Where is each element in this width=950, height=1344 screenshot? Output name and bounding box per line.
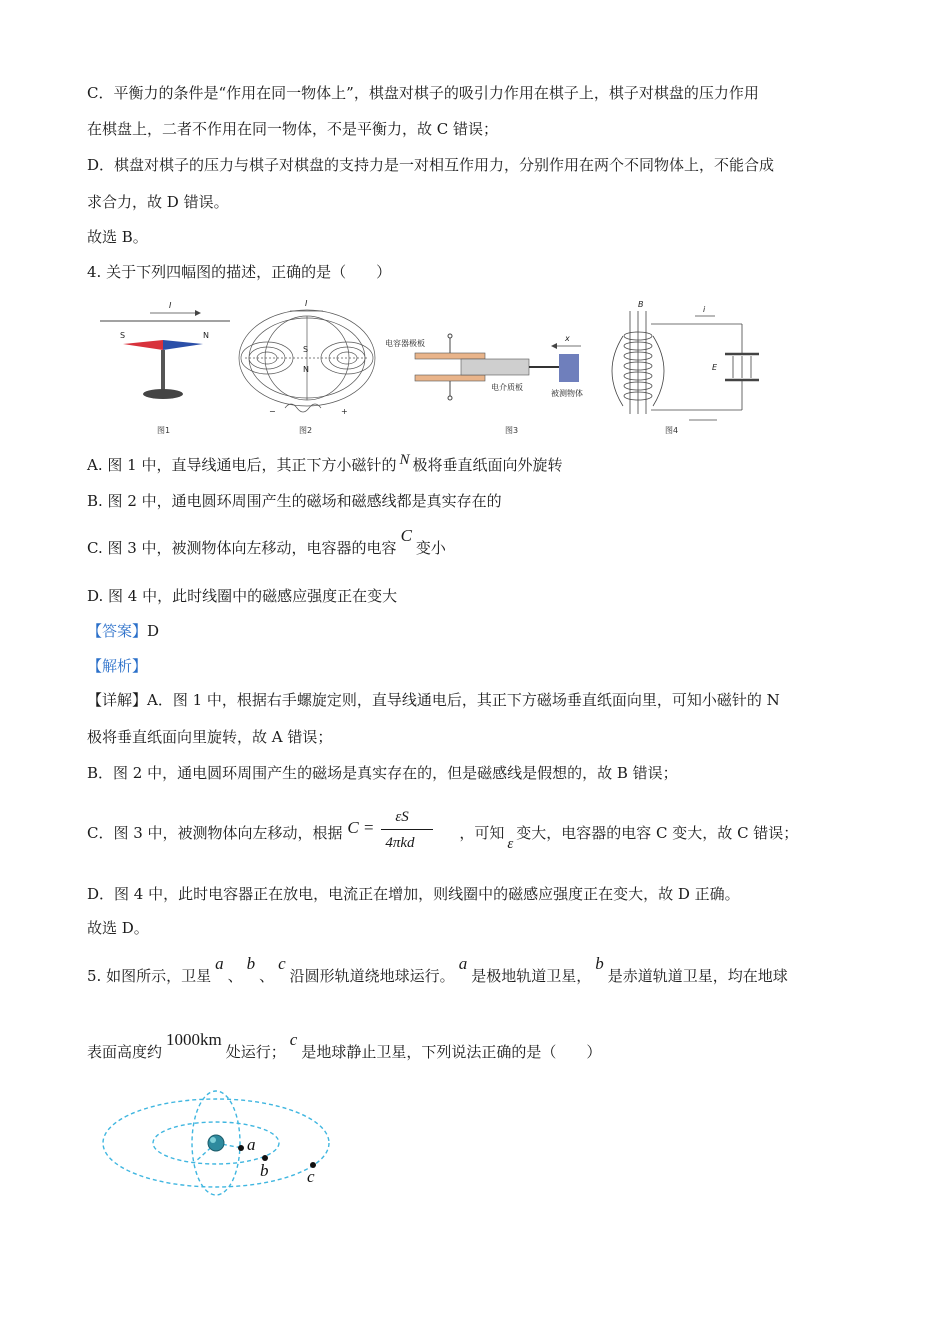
svg-text:I: I [305,299,308,308]
text-line: C．平衡力的条件是“作用在同一物体上”，棋盘对棋子的吸引力作用在棋子上，棋子对棋盘的压力作用 [87,84,759,102]
figure-3-capacitor-sensor [385,334,583,435]
satellite-a [238,1145,244,1151]
answer: 【答案】D [87,622,160,640]
svg-text:电容器极板: 电容器极板 [385,339,425,348]
label-b: b [260,1161,269,1180]
analysis-tag: 【解析】 [87,657,148,675]
text-line: 求合力，故 D 错误。 [87,193,229,211]
text-line: 在棋盘上，二者不作用在同一物体，不是平衡力，故 C 错误； [87,120,499,138]
svg-text:−: − [269,407,276,416]
detail-line: B．图 2 中，通电圆环周围产生的磁场是真实存在的，但是磁感线是假想的，故 B 错误； [87,764,678,782]
orbit-diagram [95,1088,345,1203]
figure-1-wire-compass [100,301,230,435]
detail-line: 极将垂直纸面向里旋转，故 A 错误； [87,728,333,746]
svg-text:i: i [703,305,706,314]
svg-text:S: S [120,331,126,340]
text-line: 故选 D。 [87,919,149,937]
svg-text:S: S [303,345,309,354]
label-I: I [169,301,172,310]
svg-text:电介质板: 电介质板 [491,383,523,392]
svg-text:N: N [303,365,309,374]
option-d: D. 图 4 中，此时线圈中的磁感应强度正在变大 [87,587,398,605]
label-a: a [247,1135,256,1154]
needle-red [123,340,163,350]
option-b: B. 图 2 中，通电圆环周围产生的磁场和磁感线都是真实存在的 [87,492,502,510]
detail-line: 【详解】A．图 1 中，根据右手螺旋定则，直导线通电后，其正下方磁场垂直纸面向里，可知小磁针的 N [87,691,780,709]
detail-line: D．图 4 中，此时电容器正在放电，电流正在增加，则线圈中的磁感应强度正在变大，故 D 正确。 [87,885,740,903]
svg-text:N: N [203,331,209,340]
caption-fig2: 图2 [299,426,313,435]
question-4-stem: 4. 关于下列四幅图的描述，正确的是（ ） [87,263,392,281]
option-c: C. 图 3 中，被测物体向左移动，电容器的电容C变小 [87,526,446,557]
question-5-line-2: 表面高度约1000km处运行；c是地球静止卫星，下列说法正确的是（ ） [87,1030,602,1061]
text-line: 故选 B。 [87,228,148,246]
svg-text:E: E [712,363,718,372]
formula: C = εS 4πkd [347,823,459,843]
caption-fig1: 图1 [157,426,171,435]
needle-blue [163,340,203,350]
svg-text:+: + [341,407,348,416]
label-c: c [307,1167,315,1186]
caption-fig4: 图4 [665,426,679,435]
svg-text:B: B [638,300,644,309]
text-line: D．棋盘对棋子的压力与棋子对棋盘的支持力是一对相互作用力，分别作用在两个不同物体上，不能合成 [87,156,775,174]
question-4-figures [95,296,775,441]
svg-text:x: x [565,334,570,343]
svg-text:被测物体: 被测物体 [551,389,583,398]
detail-line-formula: C．图 3 中，被测物体向左移动，根据 C = εS 4πkd ，可知ε变大，电容器的电容 C 变大，故 C 错误； [87,809,799,852]
caption-fig3: 图3 [505,426,519,435]
option-a: A. 图 1 中，直导线通电后，其正下方小磁针的 N 极将垂直纸面向外旋转 [87,452,563,474]
earth-icon [208,1135,224,1151]
question-5-line-1: 5. 如图所示，卫星a、b、c沿圆形轨道绕地球运行。a是极地轨道卫星，b是赤道轨道卫星，均在地球 [87,954,788,985]
figure-4-lc-circuit [612,300,759,435]
figure-2-current-loop-field [239,299,375,435]
